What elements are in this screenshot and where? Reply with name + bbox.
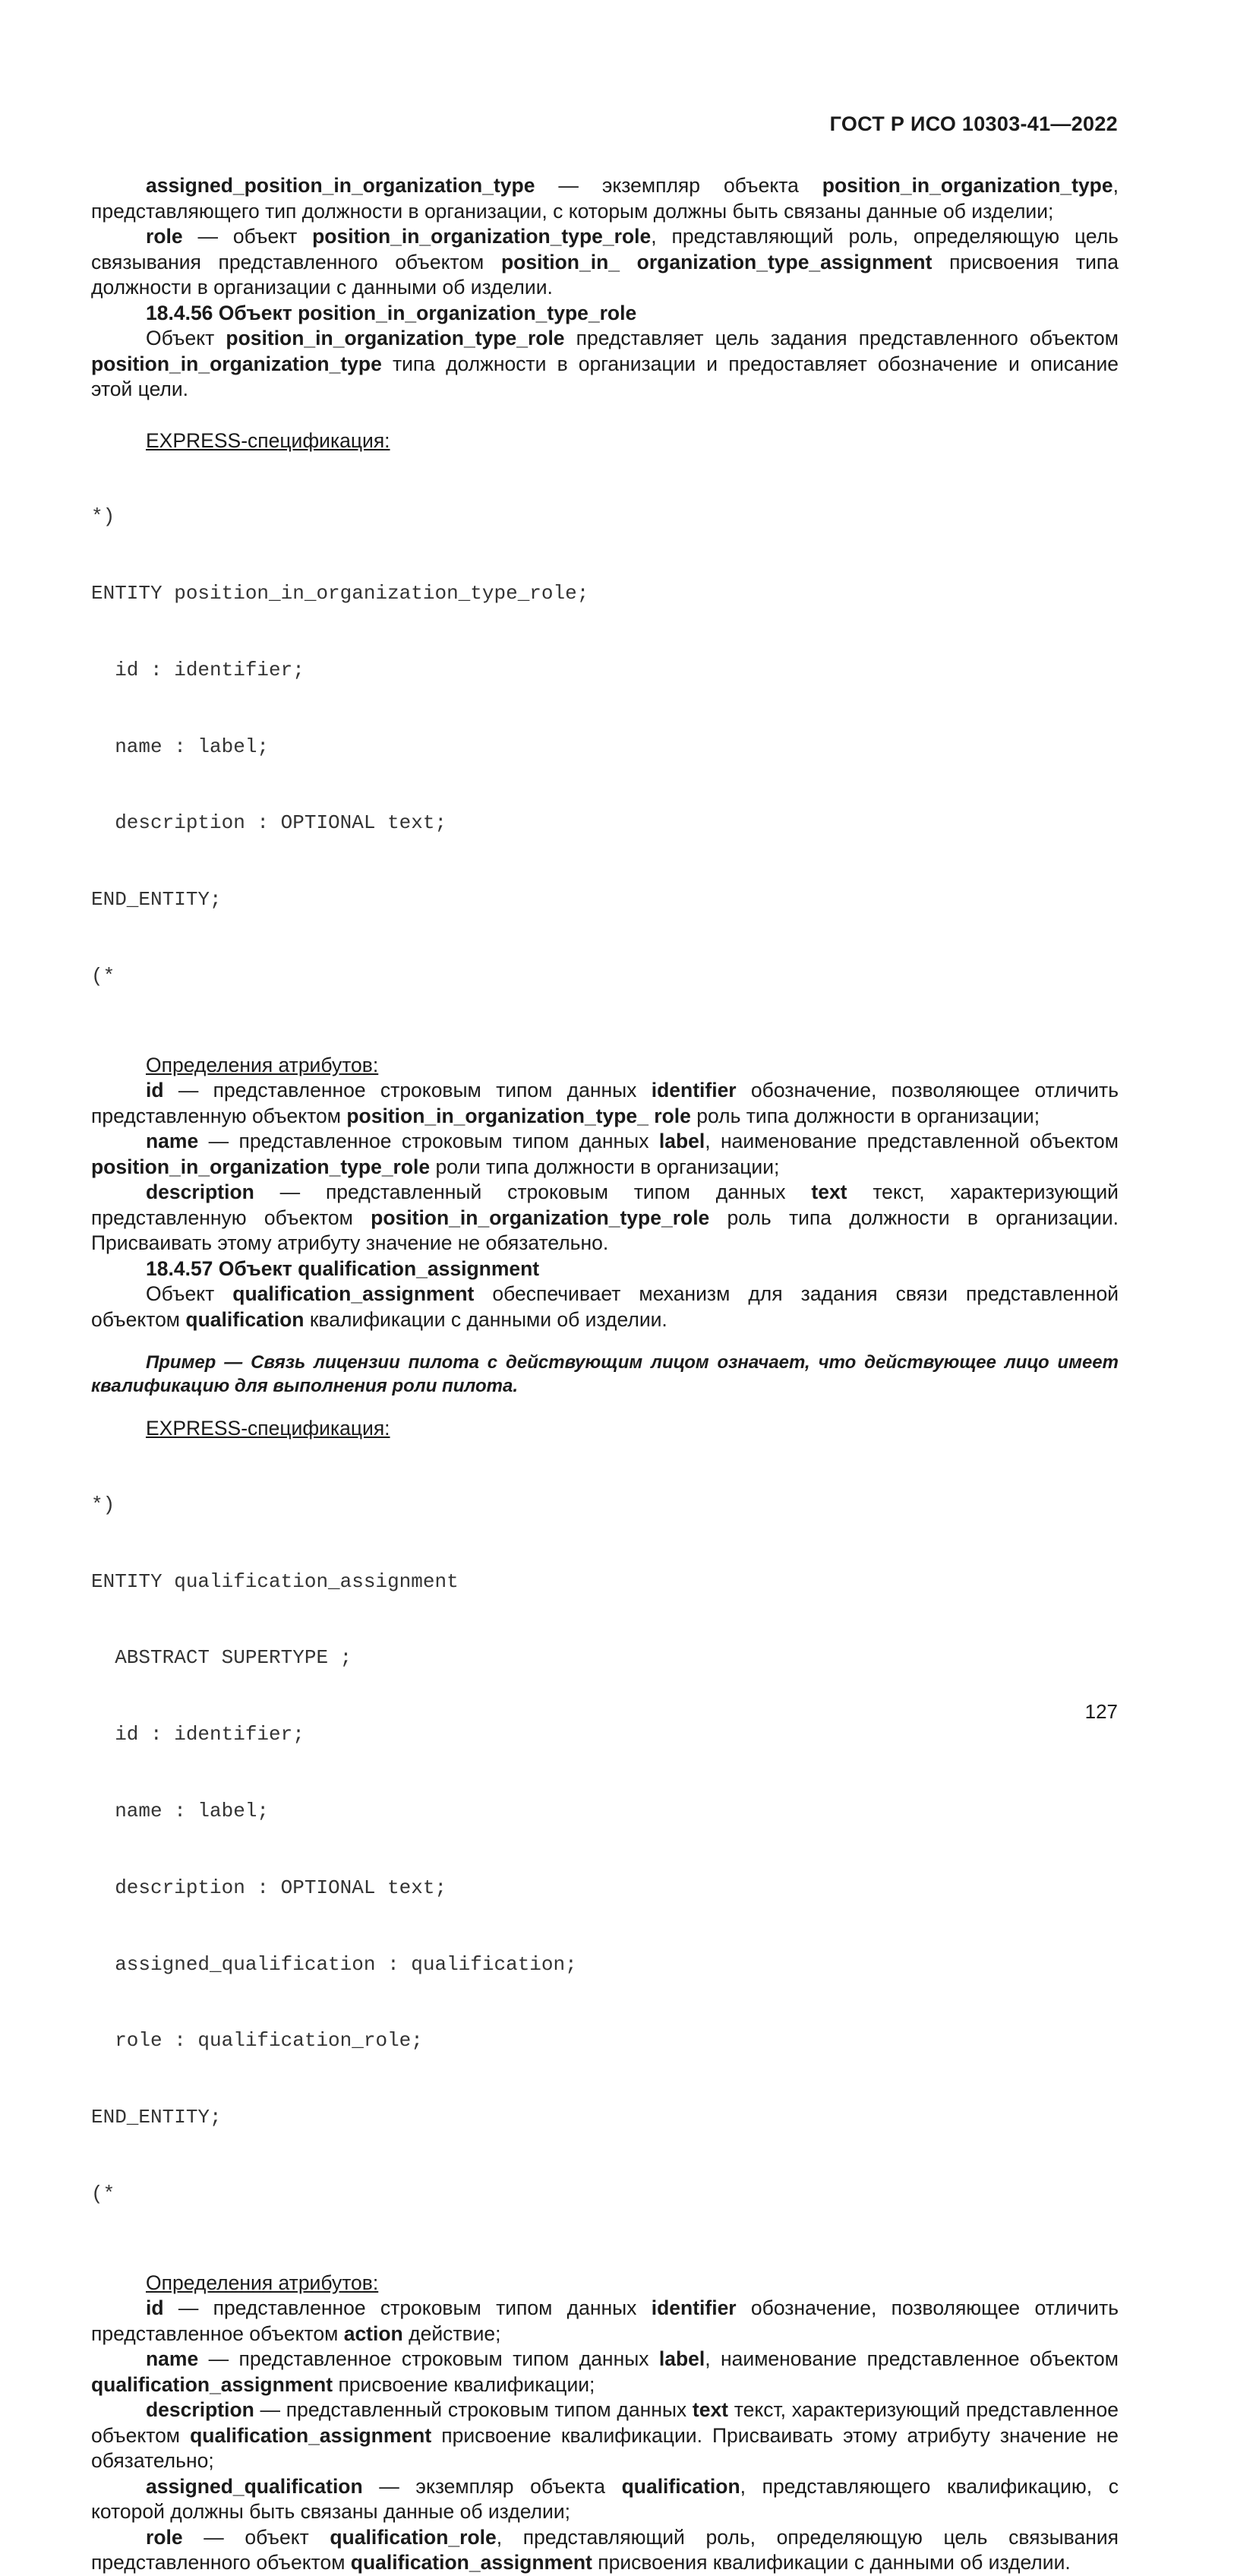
code-line: ENTITY qualification_assignment (91, 1569, 459, 1593)
term-ref: qualification (621, 2474, 740, 2498)
code-line: END_ENTITY; (91, 888, 222, 912)
attribute-name: name — представленное строковым типом данных label, наименование представленное объектом qualification_assignment присвоение квалификации; (91, 2347, 1119, 2396)
term-ref: qualification (185, 1307, 305, 1331)
code-line: description : OPTIONAL text; (91, 1876, 447, 1899)
term: assigned_qualification (146, 2474, 363, 2498)
code-line: name : label; (91, 735, 270, 758)
term: id (146, 2296, 164, 2320)
term-ref: qualification_assignment (350, 2551, 592, 2574)
attribute-definitions-label: Определения атрибутов: (146, 2271, 379, 2294)
term-ref: label (658, 1130, 705, 1153)
term-ref: position_in_organization_type_role (91, 1155, 431, 1178)
term: name (146, 1130, 199, 1153)
code-line: id : identifier; (91, 1723, 305, 1746)
term-ref: identifier (651, 2296, 737, 2320)
attribute-definitions-label: Определения атрибутов: (146, 1053, 379, 1076)
attribute-assigned-qualification: assigned_qualification — экземпляр объекта qualification, представляющего квалификацию, с которой должны быть связаны данные об изделии; (91, 2474, 1119, 2524)
paragraph-assigned-position: assigned_position_in_organization_type — экземпляр объекта position_in_organization_type, представляющего тип должности в организации, с которым должны быть связаны данные об изделии; (91, 174, 1119, 223)
term-ref: qualification_role (330, 2525, 497, 2549)
attribute-role: role — объект qualification_role, представляющий роль, определяющую цель связывания представленного объектом qualification_assignment присвоения квалификации с данными об изделии. (91, 2525, 1119, 2574)
code-line: END_ENTITY; (91, 2106, 222, 2129)
code-line: (* (91, 964, 115, 988)
term: id (146, 1079, 164, 1102)
term: description (146, 2398, 254, 2422)
code-line: ABSTRACT SUPERTYPE ; (91, 1646, 352, 1670)
attribute-description: description — представленный строковым типом данных text текст, характеризующий представленное объектом qualification_assignment присвоение квалификации. Присваивать этому атрибуту значение не обязательно; (91, 2398, 1119, 2473)
code-line: role : qualification_role; (91, 2029, 423, 2053)
section-heading-18-4-56: 18.4.56 Объект position_in_organization_type_role (146, 301, 637, 324)
term-ref: position_in_organization_type (91, 352, 382, 375)
term-ref: identifier (651, 1079, 737, 1102)
term-ref: position_in_organization_type (822, 174, 1113, 197)
term-ref: label (658, 2347, 705, 2371)
code-line: description : OPTIONAL text; (91, 811, 447, 835)
code-line: assigned_qualification : qualification; (91, 1952, 577, 1976)
attribute-id: id — представленное строковым типом данных identifier обозначение, позволяющее отличить представленное объектом action действие; (91, 2296, 1119, 2345)
term: assigned_position_in_organization_type (146, 174, 535, 197)
paragraph-s57-description: Объект qualification_assignment обеспечивает механизм для задания связи представленной объектом qualification квалификации с данными об изделии. (91, 1282, 1119, 1331)
document-header: ГОСТ Р ИСО 10303-41—2022 (829, 112, 1118, 135)
express-code-block (91, 454, 1119, 1041)
page-number: 127 (1084, 1700, 1118, 1723)
term-ref: position_in_organization_type_ role (346, 1104, 691, 1127)
term-ref: qualification_assignment (232, 1282, 475, 1306)
code-line: id : identifier; (91, 658, 305, 681)
term-ref: position_in_organization_type_role (226, 327, 565, 349)
term-ref: text (811, 1181, 847, 1204)
code-line: *) (91, 505, 115, 529)
section-heading-18-4-57: 18.4.57 Объект qualification_assignment (146, 1256, 540, 1280)
term-ref: qualification_assignment (190, 2423, 432, 2447)
example-note: Пример — Связь лицензии пилота с действующим лицом означает, что действующее лицо имеет квалификацию для выполнения роли пилота. (91, 1352, 1119, 1397)
term-ref: text (692, 2398, 729, 2422)
attribute-description: description — представленный строковым типом данных text текст, характеризующий представленную объектом position_in_organization_type_role роль типа должности в организации. Присваивать этому атрибуту значение не обязательно. (91, 1181, 1119, 1255)
term-ref: position_in_organization_type_role (371, 1206, 710, 1229)
term: role (146, 2525, 183, 2549)
code-line: name : label; (91, 1799, 270, 1822)
attribute-name: name — представленное строковым типом данных label, наименование представленной объектом position_in_organization_type_role роли типа должности в организации; (91, 1130, 1119, 1178)
code-line: *) (91, 1493, 115, 1516)
term: description (146, 1181, 254, 1204)
term-ref: position_in_ organization_type_assignment (500, 250, 933, 273)
paragraph-s56-description: Объект position_in_organization_type_role представляет цель задания представленного объектом position_in_organization_type типа должности в организации и предоставляет обозначение и описание этой цели. (91, 327, 1119, 400)
document-body (91, 173, 1119, 2576)
code-line: (* (91, 2182, 115, 2205)
paragraph-role: role — объект position_in_organization_type_role, представляющий роль, определяющую цель связывания представленного объектом position_in_ organization_type_assignment присвоения типа должности в организации с данными об изделии. (91, 225, 1119, 299)
term: role (146, 225, 183, 248)
code-line: ENTITY position_in_organization_type_role; (91, 581, 589, 605)
express-label: EXPRESS-спецификация: (146, 428, 390, 452)
term: name (146, 2347, 199, 2371)
term-ref: qualification_assignment (91, 2372, 333, 2396)
express-code-block (91, 1442, 1119, 2258)
attribute-id: id — представленное строковым типом данных identifier обозначение, позволяющее отличить представленную объектом position_in_organization_type_ role роль типа должности в организации; (91, 1079, 1119, 1127)
term-ref: action (343, 2322, 403, 2345)
express-label: EXPRESS-спецификация: (146, 1417, 390, 1440)
term-ref: position_in_organization_type_role (312, 225, 652, 248)
